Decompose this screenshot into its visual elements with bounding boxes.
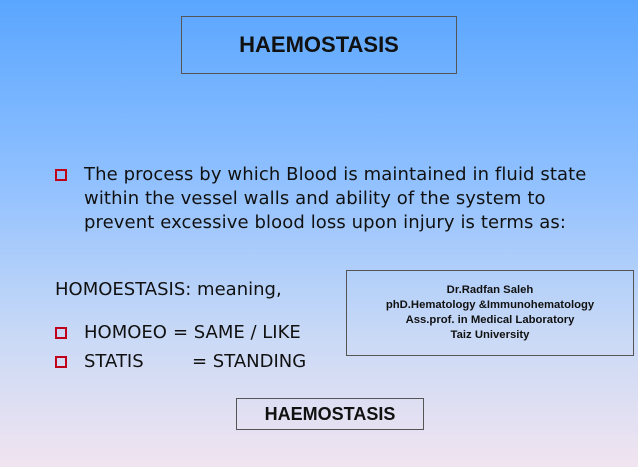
square-bullet-icon xyxy=(55,327,67,339)
author-name: Dr.Radfan Saleh xyxy=(446,284,534,296)
author-university: Taiz University xyxy=(450,329,530,341)
footer-label: HAEMOSTASIS xyxy=(236,398,424,430)
meaning-item-statis xyxy=(55,350,306,374)
homoestasis-heading: HOMOESTASIS: meaning, xyxy=(55,279,282,300)
square-bullet-icon xyxy=(55,356,67,368)
author-degree: phD.Hematology &Immunohematology xyxy=(385,299,595,311)
definition-text: The process by which Blood is maintained in fluid state within the vessel walls and ability of the system to prevent excessive blood loss upon injury is terms as: xyxy=(84,164,587,233)
meaning-word: STATIS xyxy=(84,351,144,372)
author-position: Ass.prof. in Medical Laboratory xyxy=(405,314,575,326)
meaning-definition: = SAME / LIKE xyxy=(172,322,301,343)
meaning-word: HOMOEO xyxy=(84,322,167,343)
author-info-box xyxy=(346,270,634,356)
square-bullet-icon xyxy=(55,169,67,181)
meaning-item-homoeo xyxy=(55,321,301,345)
definition-bullet xyxy=(55,163,589,235)
slide-title: HAEMOSTASIS xyxy=(181,16,457,74)
meaning-definition: = STANDING xyxy=(192,351,307,372)
